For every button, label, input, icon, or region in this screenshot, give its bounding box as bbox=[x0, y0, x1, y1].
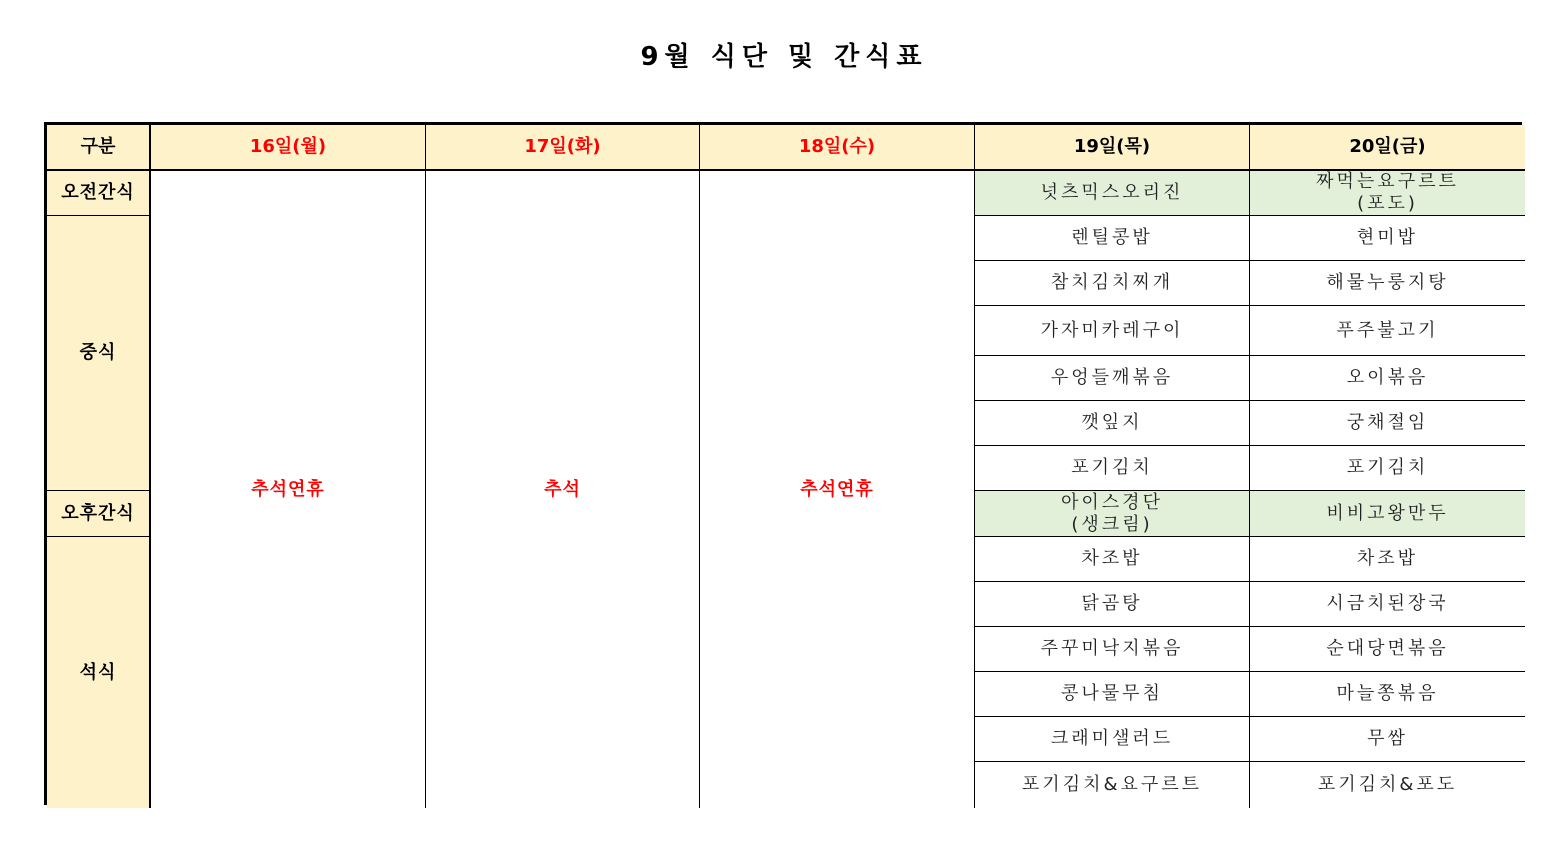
thu-lunch-item: 우엉들깨볶음 bbox=[975, 356, 1250, 401]
fri-dinner-item: 마늘쫑볶음 bbox=[1250, 672, 1525, 717]
thu-lunch-item: 포기김치 bbox=[975, 446, 1250, 491]
header-day-thu: 19일(목) bbox=[975, 125, 1250, 171]
thu-dinner-item: 주꾸미낙지볶음 bbox=[975, 627, 1250, 672]
fri-dinner-item: 순대당면볶음 bbox=[1250, 627, 1525, 672]
fri-dinner-item: 차조밥 bbox=[1250, 537, 1525, 582]
fri-lunch-item: 오이볶음 bbox=[1250, 356, 1525, 401]
thu-afternoon-snack-line: (생크림) bbox=[1071, 513, 1153, 535]
fri-dinner-item: 포기김치&포도 bbox=[1250, 762, 1525, 808]
fri-lunch-item: 푸주불고기 bbox=[1250, 306, 1525, 356]
fri-dinner-item: 시금치된장국 bbox=[1250, 582, 1525, 627]
fri-lunch-item: 포기김치 bbox=[1250, 446, 1525, 491]
category-lunch: 중식 bbox=[47, 216, 151, 491]
fri-lunch-item: 해물누룽지탕 bbox=[1250, 261, 1525, 306]
header-day-fri: 20일(금) bbox=[1250, 125, 1525, 171]
holiday-wed: 추석연휴 bbox=[700, 171, 975, 808]
thu-afternoon-snack bbox=[975, 491, 1250, 537]
fri-morning-snack-line: 짜먹는요구르트 bbox=[1316, 171, 1459, 192]
thu-lunch-item: 참치김치찌개 bbox=[975, 261, 1250, 306]
thu-lunch-item: 렌틸콩밥 bbox=[975, 216, 1250, 261]
thu-dinner-item: 포기김치&요구르트 bbox=[975, 762, 1250, 808]
thu-afternoon-snack-line: 아이스경단 bbox=[1061, 491, 1163, 513]
header-category: 구분 bbox=[47, 125, 151, 171]
category-dinner: 석식 bbox=[47, 537, 151, 808]
menu-table bbox=[44, 122, 1522, 805]
thu-dinner-item: 차조밥 bbox=[975, 537, 1250, 582]
fri-lunch-item: 궁채절임 bbox=[1250, 401, 1525, 446]
fri-lunch-item: 현미밥 bbox=[1250, 216, 1525, 261]
thu-lunch-item: 가자미카레구이 bbox=[975, 306, 1250, 356]
thu-lunch-item: 깻잎지 bbox=[975, 401, 1250, 446]
thu-dinner-item: 닭곰탕 bbox=[975, 582, 1250, 627]
fri-dinner-item: 무쌈 bbox=[1250, 717, 1525, 762]
page-title: 9월 식단 및 간식표 bbox=[640, 42, 928, 72]
fri-morning-snack-line: (포도) bbox=[1357, 193, 1418, 214]
fri-afternoon-snack: 비비고왕만두 bbox=[1250, 491, 1525, 537]
header-day-wed: 18일(수) bbox=[700, 125, 975, 171]
thu-morning-snack: 넛츠믹스오리진 bbox=[975, 171, 1250, 216]
fri-morning-snack bbox=[1250, 171, 1525, 216]
thu-dinner-item: 크래미샐러드 bbox=[975, 717, 1250, 762]
thu-dinner-item: 콩나물무침 bbox=[975, 672, 1250, 717]
category-morning-snack: 오전간식 bbox=[47, 171, 151, 216]
holiday-tue: 추석 bbox=[426, 171, 700, 808]
category-afternoon-snack: 오후간식 bbox=[47, 491, 151, 537]
header-day-tue: 17일(화) bbox=[426, 125, 700, 171]
header-day-mon: 16일(월) bbox=[151, 125, 426, 171]
holiday-mon: 추석연휴 bbox=[151, 171, 426, 808]
